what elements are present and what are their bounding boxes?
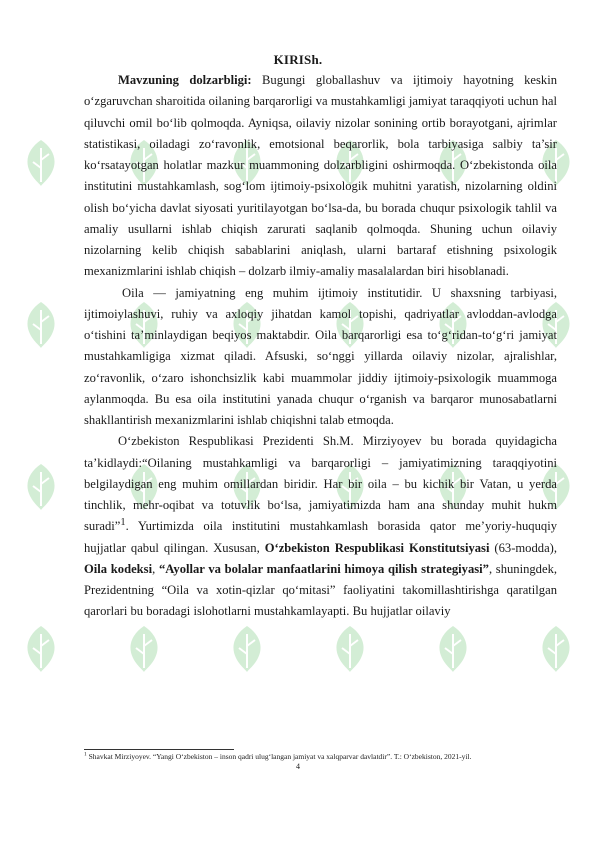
page-number: 4 — [296, 762, 300, 771]
footnote-mark: 1 — [84, 751, 87, 758]
quote-text: O‘zbekiston Respublikasi Prezidenti Sh.M. Mirziyoyev bu borada quyidagicha ta’kidlaydi:“Oilaning mustahkamligi va barqarorligi – jamiyatimizning taraqqiyotini belgilaydigan eng muhim omillardan biridir. Har bir oila – bu kichik bir Vatan, u yerda tinchlik, mehr-oqibat va totuvlik bo‘lsa, jamiyatimizda ham ana shunday muhit hukm suradi” — [84, 434, 557, 534]
legal-text-d: , shuningdek, Prezidentning “Oila va xotin-qizlar qo‘mitasi” faoliyatini takomillashtirishga qaratilgan qarorlari bu boradagi islohotlarni mustahkamlayapti. Bu hujjatlar oilaviy — [84, 561, 558, 619]
footnote-text: Shavkat Mirziyoyev. “Yangi O‘zbekiston – inson qadri ulug‘langan jamiyat va xalqparvar davlatdir”. T.: O‘zbekiston, 2021-yil. — [86, 752, 472, 761]
relevance-label: Mavzuning dolzarbligi: — [118, 73, 252, 87]
footnote — [84, 752, 564, 762]
relevance-text: Bugungi globallashuv va ijtimoiy hayotning keskin o‘zgaruvchan sharoitida oilaning barqarorligi va mustahkamligi jamiyat taraqqiyoti uchun hal qiluvchi omil bo‘lib qolmoqda. Ayniqsa, oilaviy nizolar sonining ortib borayotgani, ajrimlar statistikasi, oiladagi zo‘ravonlik, emotsional beqarorlik, bola tarbiyasiga salbiy ta’sir ko‘rsatayotgan holatlar mazkur muammoning dolzarbligini oshirmoqda. O‘zbekistonda oila institutini mustahkamlash, sog‘lom ijtimoiy-psixologik muhitni yaratish, nizolarning oldini olish bo‘yicha davlat siyosati yuritilayotgan bo‘lsa-da, bu borada chuqur psixologik tahlil va amaliy usullarni ishlab chiqish zarurati saqlanib qolmoqda. Shuning uchun oilaviy nizolarning kelib chiqish sabablarini aniqlash, ularni bartaraf etishning psixologik mexanizmlarini ishlab chiqish – dolzarb ilmiy-amaliy masalalardan biri hisoblanadi. — [84, 73, 558, 279]
page-title: KIRISh. — [273, 52, 323, 67]
constitution-ref: O‘zbekiston Respublikasi Konstitutsiyasi — [264, 540, 490, 555]
legal-text-c: , — [152, 561, 159, 576]
footnote-divider — [84, 749, 234, 750]
footnote-reference[interactable]: 1 — [120, 517, 126, 529]
family-code-ref: Oila kodeksi — [84, 561, 153, 576]
paragraph-family-institution: Oila — jamiyatning eng muhim ijtimoiy institutidir. U shaxsning tarbiyasi, ijtimoiylashuvi, ruhiy va axloqiy jihatdan kamol topishi, qadriyatlar avloddan-avlodga o‘tishini ta’minlaydigan beqiyos maktabdir. Oila barqarorligi esa to‘g‘ridan-to‘g‘ri jamiyat mustahkamligiga xizmat qiladi. Afsuski, so‘nggi yillarda oilaviy nizolar, ajralishlar, zo‘ravonlik, o‘zaro ishonchsizlik kabi muammolar jiddiy ijtimoiy-psixologik muammoga aylanmoqda. Bu esa oila institutini yanada chuqur o‘rganish va barqaror munosabatlarni shakllantirish mexanizmlarini ishlab chiqishni talab etmoqda. — [84, 285, 557, 427]
legal-text-b: (63-modda), — [489, 540, 558, 555]
paragraph-president-quote — [84, 431, 557, 622]
strategy-ref: “Ayollar va bolalar manfaatlarini himoya qilish strategiyasi” — [158, 561, 489, 576]
legal-text-a: . Yurtimizda oila institutini mustahkamlash borasida qator me’yoriy-huquqiy hujjatlar qabul qilingan. Xususan, — [84, 519, 557, 555]
body-text — [84, 70, 557, 623]
paragraph-relevance — [84, 70, 557, 283]
